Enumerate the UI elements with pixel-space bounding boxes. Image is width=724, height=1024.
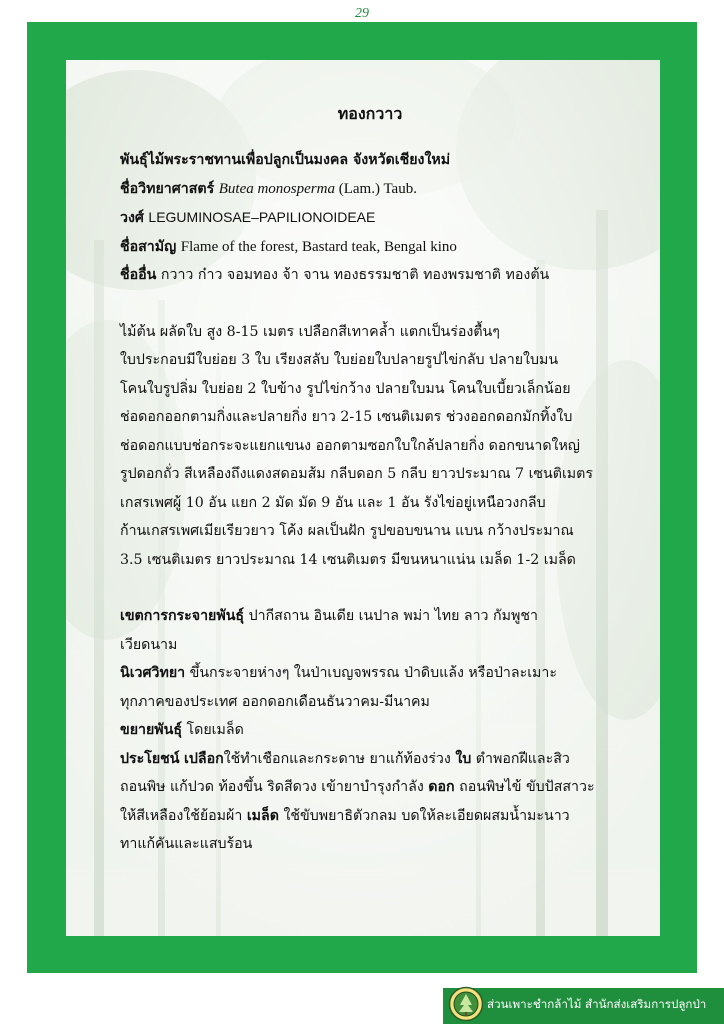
document-body: [120, 100, 620, 859]
description-paragraph: [120, 318, 620, 575]
description-line: ไม้ต้น ผลัดใบ สูง 8-15 เมตร เปลือกสีเทาคล้ำ แตกเป็นร่องตื้นๆ: [120, 323, 500, 340]
common-name-line: [120, 233, 620, 262]
uses-line-2: [120, 773, 620, 802]
family-label: วงศ์: [120, 210, 144, 226]
footer-organization-text: ส่วนเพาะชำกล้าไม้ สำนักส่งเสริมการปลูกป่า: [487, 997, 707, 1011]
forest-background-panel: [66, 60, 660, 936]
uses-line-3a: ให้สีเหลืองใช้ย้อมผ้า: [120, 807, 243, 824]
page-title: ทองกวาว: [337, 104, 403, 123]
family-line: [120, 203, 620, 233]
uses-bark-label: เปลือก: [184, 750, 224, 767]
description-line: ช่อดอกออกตามกิ่งและปลายกิ่ง ยาว 2-15 เซนติเมตร ช่วงออกดอกมักทิ้งใบ: [120, 409, 573, 425]
description-line: ใบประกอบมีใบย่อย 3 ใบ เรียงสลับ ใบย่อยใบปลายรูปไข่กลับ ปลายใบมน: [120, 352, 559, 368]
family-value: LEGUMINOSAE–PAPILIONOIDEAE: [148, 209, 376, 225]
uses-line-4: ทาแก้คันและแสบร้อน: [120, 836, 253, 852]
description-line: เกสรเพศผู้ 10 อัน แยก 2 มัด มัด 9 อัน และ 1 อัน รังไข่อยู่เหนือวงกลีบ: [120, 494, 546, 511]
ecology-value: ขึ้นกระจายห่างๆ ในป่าเบญจพรรณ ป่าดิบแล้ง หรือป่าละเมาะ: [189, 665, 557, 681]
uses-leaf-text: ตำพอกฝีและสิว: [475, 750, 570, 767]
ecology-line: [120, 659, 620, 688]
scientific-name: Butea monosperma: [218, 180, 335, 197]
common-name-label: ชื่อสามัญ: [120, 238, 177, 255]
uses-seed-label: เมล็ด: [246, 807, 279, 824]
distribution-value: ปากีสถาน อินเดีย เนปาล พม่า ไทย ลาว กัมพูชา: [248, 608, 538, 624]
description-line: ก้านเกสรเพศเมียเรียวยาว โค้ง ผลเป็นฝัก รูปขอบขนาน แบน กว้างประมาณ: [120, 523, 574, 539]
ecology-label: นิเวศวิทยา: [120, 665, 186, 681]
other-names-line: [120, 261, 620, 290]
scientific-name-label: ชื่อวิทยาศาสตร์: [120, 180, 215, 197]
page-number: 29: [355, 6, 369, 21]
description-line: 3.5 เซนติเมตร ยาวประมาณ 14 เซนติเมตร มีขนหนาแน่น เมล็ด 1-2 เมล็ด: [120, 551, 576, 568]
uses-bark-text: ใช้ทำเชือกและกระดาษ ยาแก้ท้องร่วง: [223, 750, 451, 767]
program-line: [120, 146, 620, 175]
propagation-label: ขยายพันธุ์: [120, 722, 183, 738]
propagation-line: [120, 716, 620, 745]
uses-label: ประโยชน์: [120, 750, 180, 767]
uses-line-3b: ใช้ขับพยาธิตัวกลม บดให้ละเอียดผสมน้ำมะนาว: [283, 807, 570, 824]
other-names-label: ชื่ออื่น: [120, 267, 157, 283]
uses-flower-label: ดอก: [428, 779, 455, 795]
uses-leaf-label: ใบ: [455, 750, 472, 767]
propagation-value: โดยเมล็ด: [186, 722, 244, 738]
uses-line-2-text: ถอนพิษ แก้ปวด ท้องขึ้น ริดสีดวง เข้ายาบำรุงกำลัง: [120, 779, 424, 795]
distribution-line: [120, 602, 620, 631]
other-names-value: กวาว ก๋าว จอมทอง จ้า จาน ทองธรรมชาติ ทองพรมชาติ ทองต้น: [160, 267, 550, 283]
program-text: พันธุ์ไม้พระราชทานเพื่อปลูกเป็นมงคล จังหวัดเชียงใหม่: [120, 152, 451, 168]
description-line: รูปดอกถั่ว สีเหลืองถึงแดงสดอมส้ม กลีบดอก 5 กลีบ ยาวประมาณ 7 เซนติเมตร: [120, 466, 593, 482]
uses-line: [120, 745, 620, 774]
ecology-continued: ทุกภาคของประเทศ ออกดอกเดือนธันวาคม-มีนาคม: [120, 693, 430, 710]
description-line: โคนใบรูปลิ่ม ใบย่อย 2 ใบข้าง รูปไข่กว้าง ปลายใบมน โคนใบเบี้ยวเล็กน้อย: [120, 380, 571, 397]
distribution-label: เขตการกระจายพันธุ์: [120, 608, 245, 624]
common-name-value: Flame of the forest, Bastard teak, Bengal kino: [180, 238, 457, 255]
distribution-continued: เวียดนาม: [120, 636, 178, 653]
forestry-seal-icon: [448, 986, 484, 1022]
scientific-name-line: [120, 175, 620, 204]
scientific-author: (Lam.) Taub.: [338, 180, 417, 197]
description-line: ช่อดอกแบบช่อกระจะแยกแขนง ออกตามซอกใบใกล้ปลายกิ่ง ดอกขนาดใหญ่: [120, 437, 580, 454]
uses-flower-text: ถอนพิษไข้ ขับปัสสาวะ: [459, 779, 595, 795]
uses-line-3: [120, 802, 620, 831]
